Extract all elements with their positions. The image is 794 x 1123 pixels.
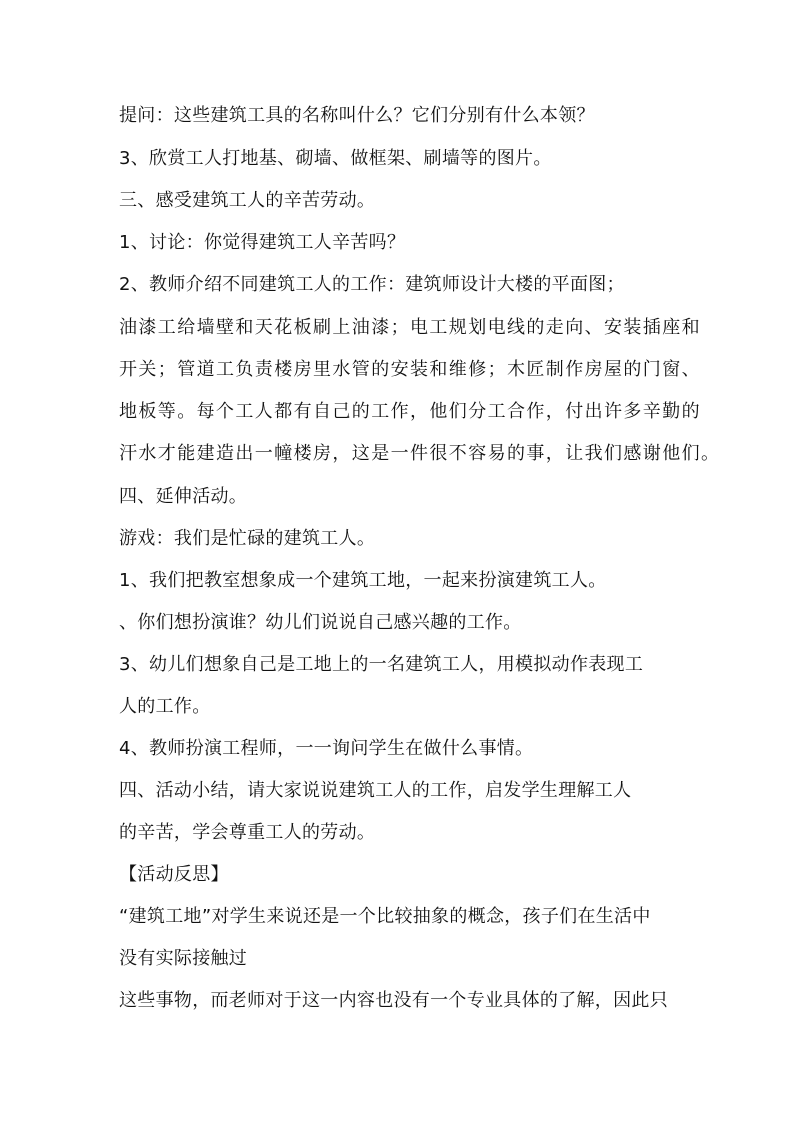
text-line-thank-workers: 汗水才能建造出一幢楼房，这是一件很不容易的事，让我们感谢他们。: [119, 443, 721, 464]
text-line-game-title: 游戏：我们是忙碌的建筑工人。: [119, 528, 376, 549]
text-line-reflection-3: 这些事物，而老师对于这一内容也没有一个专业具体的了解，因此只: [119, 990, 668, 1011]
section-heading-reflection: 【活动反思】: [119, 864, 229, 885]
text-line-division-of-work: 地板等。每个工人都有自己的工作，他们分工合作，付出许多辛勤的: [119, 401, 701, 422]
text-line-summary: 四、活动小结，请大家说说建筑工人的工作，启发学生理解工人: [119, 780, 632, 801]
text-line-plumber-carpenter: 开关；管道工负责楼房里水管的安装和维修；木匠制作房屋的门窗、: [119, 359, 701, 380]
text-line-teacher-introduction: 2、教师介绍不同建筑工人的工作：建筑师设计大楼的平面图；: [119, 274, 625, 295]
text-line-reflection-1: “建筑工地”对学生来说还是一个比较抽象的概念，孩子们在生活中: [119, 906, 651, 927]
text-line-discussion: 1、讨论：你觉得建筑工人辛苦吗？: [119, 232, 406, 253]
text-line-painter-electrician: 油漆工给墙壁和天花板刷上油漆；电工规划电线的走向、安装插座和: [119, 317, 701, 338]
text-line-reflection-2: 没有实际接触过: [119, 948, 248, 969]
text-line-summary-cont: 的辛苦，学会尊重工人的劳动。: [119, 822, 376, 843]
section-heading-feel-hard-work: 三、感受建筑工人的辛苦劳动。: [119, 190, 376, 211]
text-line-question: 提问：这些建筑工具的名称叫什么？它们分别有什么本领？: [119, 105, 595, 126]
text-line-game-step-4: 4、教师扮演工程师，一一询问学生在做什么事情。: [119, 738, 534, 759]
section-heading-extension-activity: 四、延伸活动。: [119, 486, 248, 507]
text-line-appreciate-pictures: 3、欣赏工人打地基、砌墙、做框架、刷墙等的图片。: [119, 148, 552, 169]
text-line-game-step-1: 1、我们把教室想象成一个建筑工地，一起来扮演建筑工人。: [119, 570, 607, 591]
text-line-game-step-2: 、你们想扮演谁？幼儿们说说自己感兴趣的工作。: [119, 612, 522, 633]
text-line-game-step-3-cont: 人的工作。: [119, 696, 211, 717]
text-line-game-step-3: 3、幼儿们想象自己是工地上的一名建筑工人，用模拟动作表现工: [119, 654, 644, 675]
